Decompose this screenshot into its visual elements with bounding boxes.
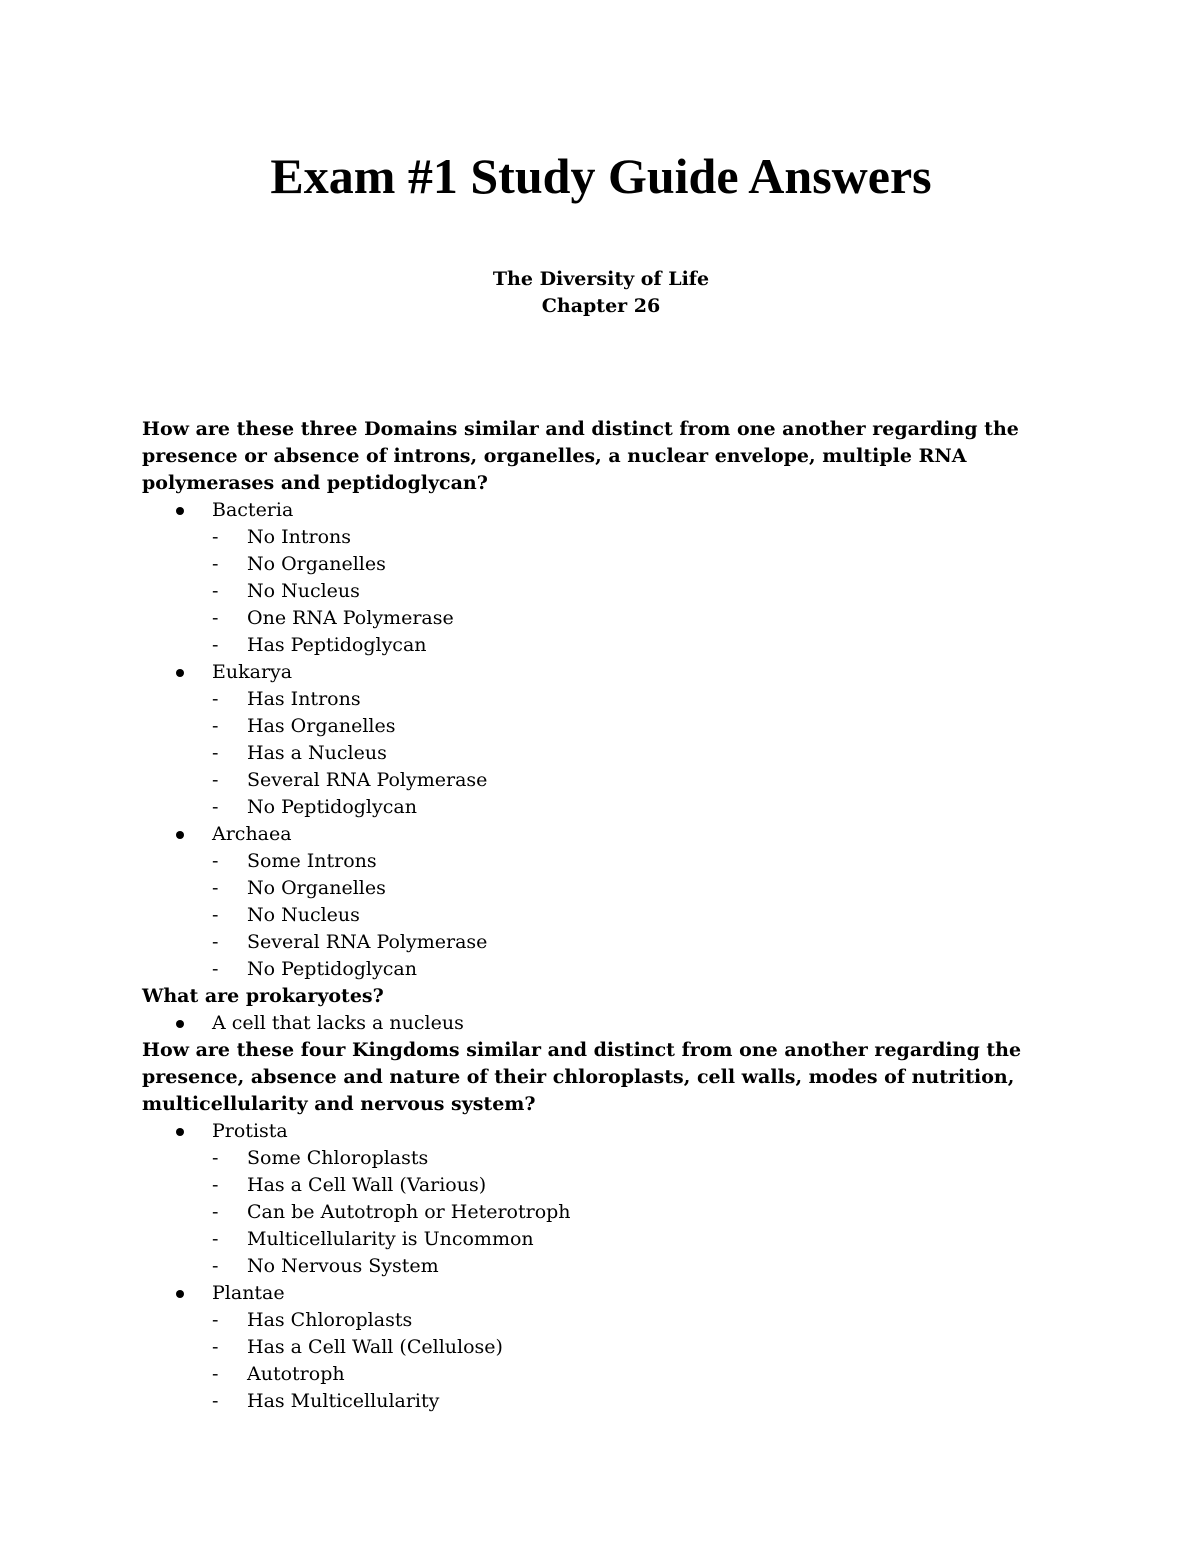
- list-item: - Several RNA Polymerase: [212, 767, 1060, 794]
- list-item-protista: [142, 1118, 1060, 1280]
- subtitle-chapter: Chapter 26: [541, 295, 661, 317]
- question-prokaryotes: What are prokaryotes?: [142, 985, 384, 1007]
- dash-icon: -: [212, 1309, 219, 1331]
- list-item: - Has Chloroplasts: [212, 1307, 1060, 1334]
- dash-icon: -: [212, 553, 219, 575]
- dash-icon: -: [212, 958, 219, 980]
- list-item: - No Organelles: [212, 551, 1060, 578]
- list-item-bacteria: [142, 497, 1060, 659]
- domain-list: [142, 497, 1060, 983]
- list-item: - Some Introns: [212, 848, 1060, 875]
- list-item: - Has a Cell Wall (Cellulose): [212, 1334, 1060, 1361]
- dash-icon: -: [212, 904, 219, 926]
- kingdom-list: [142, 1118, 1060, 1415]
- dash-icon: -: [212, 715, 219, 737]
- dash-icon: -: [212, 1228, 219, 1250]
- list-item-prokaryote-definition: [142, 1010, 1060, 1037]
- dash-icon: -: [212, 931, 219, 953]
- dash-icon: -: [212, 769, 219, 791]
- list-item: - Has a Nucleus: [212, 740, 1060, 767]
- group-label: Bacteria: [212, 499, 294, 521]
- dash-icon: -: [212, 796, 219, 818]
- list-item: - One RNA Polymerase: [212, 605, 1060, 632]
- list-item: - Autotroph: [212, 1361, 1060, 1388]
- dash-icon: -: [212, 1390, 219, 1412]
- dash-icon: -: [212, 1147, 219, 1169]
- document-body: [142, 416, 1060, 1415]
- eukarya-traits: [212, 686, 1060, 821]
- list-item: - Several RNA Polymerase: [212, 929, 1060, 956]
- dash-icon: -: [212, 877, 219, 899]
- dash-icon: -: [212, 742, 219, 764]
- list-item: - Multicellularity is Uncommon: [212, 1226, 1060, 1253]
- list-item: - Some Chloroplasts: [212, 1145, 1060, 1172]
- question-kingdoms: How are these four Kingdoms similar and distinct from one another regarding the presence, absence and nature of their chloroplasts, cell walls, modes of nutrition, multicellularity and nervous system?: [142, 1039, 1022, 1115]
- dash-icon: -: [212, 1201, 219, 1223]
- list-item: - No Organelles: [212, 875, 1060, 902]
- bullet-icon: [176, 1128, 184, 1136]
- list-item: - No Peptidoglycan: [212, 956, 1060, 983]
- dash-icon: -: [212, 1363, 219, 1385]
- dash-icon: -: [212, 850, 219, 872]
- list-item: - No Peptidoglycan: [212, 794, 1060, 821]
- group-label: Eukarya: [212, 661, 293, 683]
- list-item-eukarya: [142, 659, 1060, 821]
- dash-icon: -: [212, 1336, 219, 1358]
- list-item: - Has Peptidoglycan: [212, 632, 1060, 659]
- list-item: - No Introns: [212, 524, 1060, 551]
- dash-icon: -: [212, 1255, 219, 1277]
- list-item-archaea: [142, 821, 1060, 983]
- list-item-plantae: [142, 1280, 1060, 1415]
- dash-icon: -: [212, 607, 219, 629]
- dash-icon: -: [212, 526, 219, 548]
- protista-traits: [212, 1145, 1060, 1280]
- list-item: - Has Organelles: [212, 713, 1060, 740]
- list-item: - No Nucleus: [212, 902, 1060, 929]
- subtitle-topic: The Diversity of Life: [492, 268, 710, 290]
- list-item: - Has Introns: [212, 686, 1060, 713]
- list-item: - Can be Autotroph or Heterotroph: [212, 1199, 1060, 1226]
- bacteria-traits: [212, 524, 1060, 659]
- bullet-icon: [176, 669, 184, 677]
- dash-icon: -: [212, 580, 219, 602]
- bullet-icon: [176, 1020, 184, 1028]
- dash-icon: -: [212, 688, 219, 710]
- group-label: Archaea: [212, 823, 292, 845]
- group-label: Protista: [212, 1120, 288, 1142]
- bullet-icon: [176, 831, 184, 839]
- group-label: A cell that lacks a nucleus: [212, 1012, 464, 1034]
- prokaryote-answer-list: [142, 1010, 1060, 1037]
- archaea-traits: [212, 848, 1060, 983]
- plantae-traits: [212, 1307, 1060, 1415]
- list-item: - Has Multicellularity: [212, 1388, 1060, 1415]
- group-label: Plantae: [212, 1282, 285, 1304]
- bullet-icon: [176, 507, 184, 515]
- list-item: - Has a Cell Wall (Various): [212, 1172, 1060, 1199]
- dash-icon: -: [212, 1174, 219, 1196]
- bullet-icon: [176, 1290, 184, 1298]
- question-domains: How are these three Domains similar and distinct from one another regarding the presence or absence of introns, organelles, a nuclear envelope, multiple RNA polymerases and peptidoglycan?: [142, 418, 1019, 494]
- list-item: - No Nervous System: [212, 1253, 1060, 1280]
- subtitle-block: [142, 266, 1060, 320]
- page-title: Exam #1 Study Guide Answers: [270, 148, 932, 204]
- dash-icon: -: [212, 634, 219, 656]
- list-item: - No Nucleus: [212, 578, 1060, 605]
